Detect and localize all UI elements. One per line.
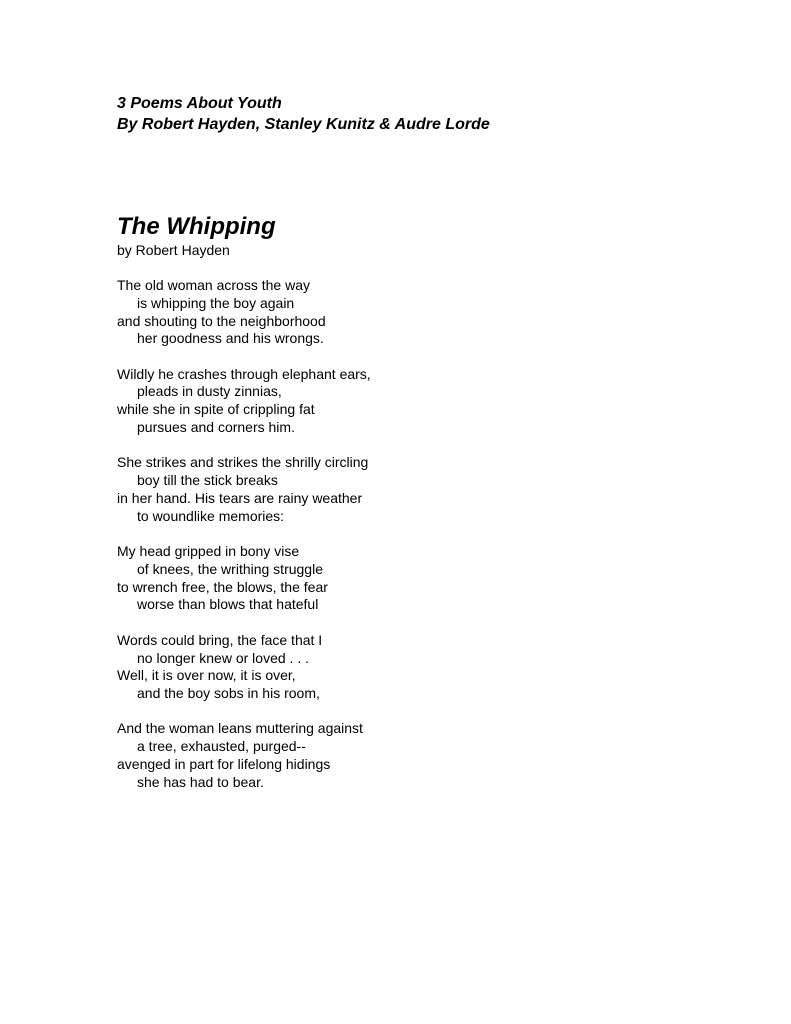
verse-line: My head gripped in bony vise <box>117 543 300 560</box>
verse-line: and the boy sobs in his room, <box>137 685 320 702</box>
verse-line: while she in spite of crippling fat <box>117 401 315 418</box>
stanza-2 <box>117 366 717 437</box>
stanza-1 <box>117 277 717 348</box>
verse-line: avenged in part for lifelong hidings <box>117 756 331 773</box>
verse-line: pleads in dusty zinnias, <box>137 383 282 400</box>
stanza-6 <box>117 720 717 791</box>
stanza-3 <box>117 454 717 525</box>
verse-line: Words could bring, the face that I <box>117 631 323 648</box>
document-authors: By Robert Hayden, Stanley Kunitz & Audre Lorde <box>117 116 490 133</box>
verse-line: a tree, exhausted, purged-- <box>137 738 306 755</box>
verse-line: and shouting to the neighborhood <box>117 312 326 329</box>
verse-line: And the woman leans muttering against <box>117 720 363 737</box>
verse-line: in her hand. His tears are rainy weather <box>117 489 363 506</box>
document-title: 3 Poems About Youth <box>117 95 282 112</box>
document-heading <box>117 93 737 135</box>
verse-line: to woundlike memories: <box>137 507 285 524</box>
verse-line: of knees, the writhing struggle <box>137 560 323 577</box>
verse-line: her goodness and his wrongs. <box>137 330 324 347</box>
poem-body <box>117 277 717 809</box>
verse-line: worse than blows that hateful <box>137 596 319 613</box>
verse-line: She strikes and strikes the shrilly circling <box>117 454 369 471</box>
verse-line: The old woman across the way <box>117 277 310 293</box>
verse-line: Wildly he crashes through elephant ears, <box>117 365 371 382</box>
verse-line: no longer knew or loved . . . <box>137 649 309 666</box>
verse-line: is whipping the boy again <box>137 294 295 311</box>
verse-line: Well, it is over now, it is over, <box>117 667 296 684</box>
poem-author: by Robert Hayden <box>117 242 230 258</box>
poem-title: The Whipping <box>117 213 276 240</box>
stanza-4 <box>117 543 717 614</box>
verse-line: pursues and corners him. <box>137 419 295 436</box>
stanza-5 <box>117 632 717 703</box>
verse-line: to wrench free, the blows, the fear <box>117 578 328 595</box>
verse-line: she has had to bear. <box>137 773 264 790</box>
verse-line: boy till the stick breaks <box>137 472 278 489</box>
